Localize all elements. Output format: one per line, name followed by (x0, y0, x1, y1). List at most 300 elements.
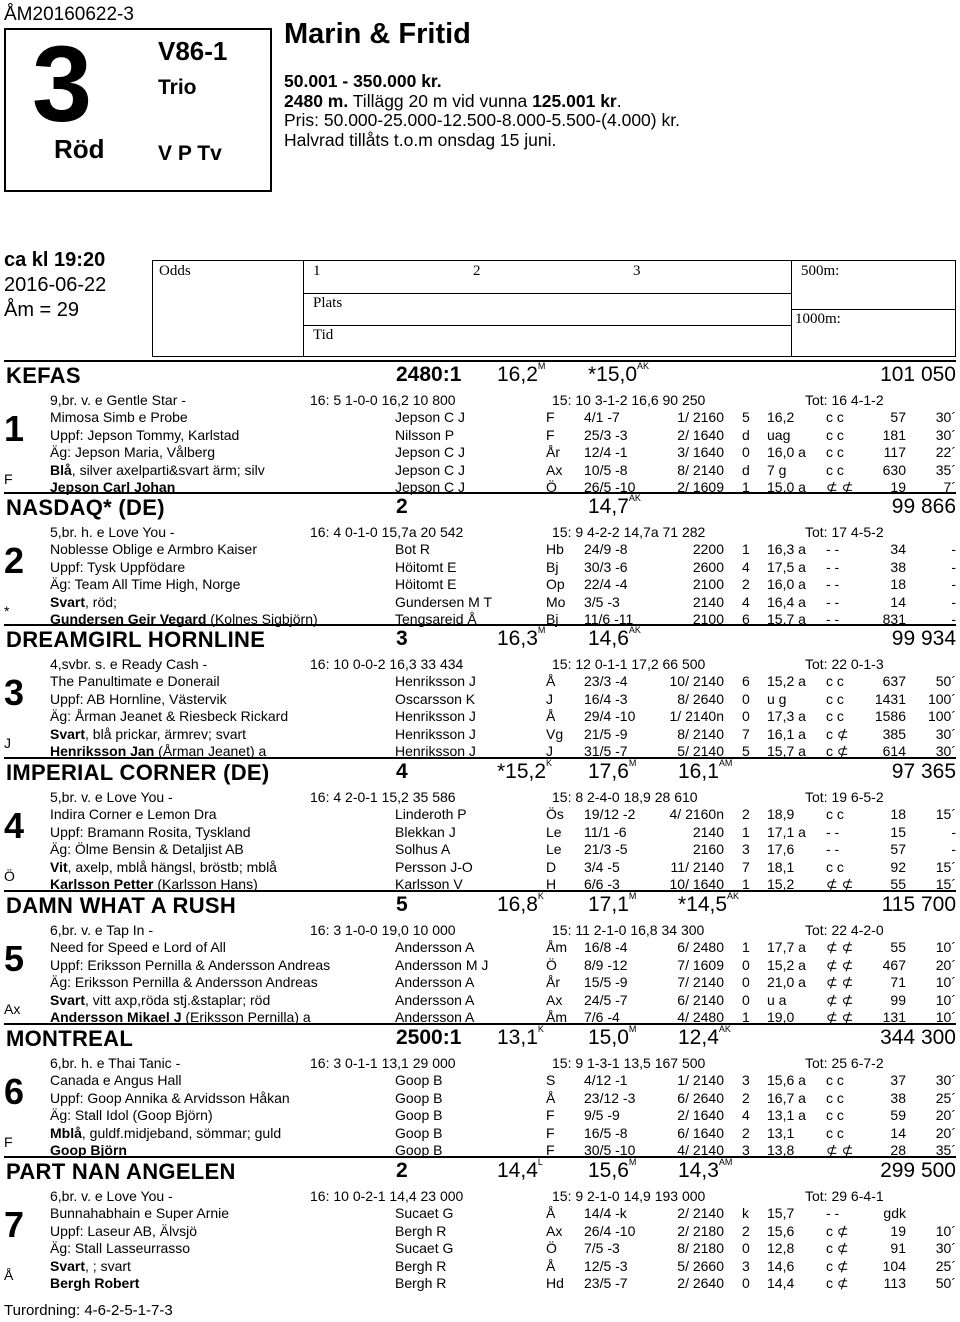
start-track-pos: 3 (742, 1142, 750, 1158)
start-distance: 1/ 2140 (677, 1072, 724, 1088)
start-track: Hd (546, 1275, 564, 1291)
start-distance: 2100 (692, 611, 724, 627)
colors: Svart, röd; (50, 594, 117, 610)
driver: Karlsson Petter (Karlsson Hans) (50, 876, 258, 892)
start-time: 16,0 a (767, 444, 806, 460)
prize-money: 99 866 (891, 495, 956, 518)
horse-number: 3 (4, 672, 25, 713)
stats-total: Tot: 19 6-5-2 (805, 789, 884, 805)
odds-grid (152, 260, 956, 357)
start-track-pos: 2 (742, 1223, 750, 1239)
start-shoes: c c (826, 462, 844, 478)
stats-prev: 15: 9 2-1-0 14,9 193 000 (552, 1188, 706, 1204)
start-date: 7/5 -3 (584, 1240, 620, 1256)
start-odds: 38 (890, 1090, 906, 1106)
shoe-code: F (4, 471, 13, 487)
start-odds: 1431 (874, 691, 906, 707)
conditions: 2480 m. Tillägg 20 m vid vunna 125.001 kr. (284, 90, 622, 111)
stats-prev: 15: 8 2-4-0 18,9 28 610 (552, 789, 698, 805)
start-track: F (546, 427, 555, 443)
owner: Äg: Årman Jeanet & Riesbeck Rickard (50, 708, 289, 724)
start-prize: 100´ (927, 708, 956, 724)
start-track: Le (546, 841, 562, 857)
start-distance: 4/ 2160n (669, 806, 724, 822)
start-prize: 10´ (935, 1009, 956, 1025)
dam: The Panultimate e Donerail (50, 673, 220, 689)
start-shoes: ⊄ ⊄ (826, 1009, 854, 1025)
start-track-pos: 3 (742, 1072, 750, 1088)
start-odds: 57 (890, 841, 906, 857)
start-track-pos: 4 (742, 559, 750, 575)
start-odds: 19 (890, 1223, 906, 1239)
start-time: 15,6 (767, 1223, 795, 1239)
start-prize: 22´ (935, 444, 956, 460)
start-driver: Blekkan J (395, 824, 456, 840)
driver: Andersson Mikael J (Eriksson Pernilla) a (50, 1009, 311, 1025)
start-shoes: ⊄ ⊄ (826, 479, 854, 495)
start-date: 11/6 -11 (584, 611, 634, 627)
stats-year: 16: 3 0-1-1 13,1 29 000 (310, 1055, 456, 1071)
start-track-pos: 1 (742, 541, 750, 557)
track-code: Åm = 29 (4, 299, 80, 321)
start-track-pos: 0 (742, 691, 750, 707)
start-time: u g (767, 691, 787, 707)
start-odds: 92 (890, 859, 906, 875)
start-distance: 4/ 2140 (677, 1142, 724, 1158)
start-shoes: c c (826, 409, 844, 425)
start-driver: Gundersen M T (395, 594, 493, 610)
record-2: $17,6^M$ (588, 758, 637, 783)
start-odds: 38 (890, 559, 906, 575)
start-time: 17,6 (767, 841, 795, 857)
start-shoes: - - (826, 541, 840, 557)
colors: Blå, silver axelparti&svart ärm; silv (50, 462, 265, 478)
start-odds: 99 (890, 992, 906, 1008)
start-date: 16/5 -8 (584, 1125, 628, 1141)
start-track-pos: 7 (742, 859, 750, 875)
start-distance: 8/ 2140 (677, 462, 724, 478)
stats-prev: 15: 9 1-3-1 13,5 167 500 (552, 1055, 706, 1071)
horse-number: 7 (4, 1204, 25, 1245)
start-track: Å (546, 1090, 556, 1106)
start-odds: 59 (890, 1107, 906, 1123)
horse-number: 4 (4, 805, 25, 846)
prize-money: 344 300 (880, 1026, 956, 1049)
start-date: 23/12 -3 (584, 1090, 636, 1106)
horse-number: 1 (4, 408, 25, 449)
start-date: 24/5 -7 (584, 992, 628, 1008)
start-shoes: c c (826, 691, 844, 707)
start-driver: Bergh R (395, 1258, 447, 1274)
start-shoes: - - (826, 1205, 840, 1221)
start-time: 13,1 a (767, 1107, 806, 1123)
record-1: $16,3^M$ (497, 625, 546, 650)
start-prize: 35´ (935, 1142, 956, 1158)
stats-prev: 15: 12 0-1-1 17,2 66 500 (552, 656, 706, 672)
start-odds: 34 (890, 541, 906, 557)
start-odds: gdk (883, 1205, 906, 1221)
dam: Noblesse Oblige e Armbro Kaiser (50, 541, 257, 557)
start-prize: 30´ (935, 427, 956, 443)
start-date: 26/5 -10 (584, 479, 636, 495)
record-1: $16,8^K$ (497, 891, 544, 916)
start-time: 19,0 (767, 1009, 795, 1025)
start-track-pos: 0 (742, 1240, 750, 1256)
breeder: Uppf: Tysk Uppfödare (50, 559, 186, 575)
record-2: $14,7^{AK}$ (588, 493, 641, 518)
pedigree: 6,br. v. e Love You - (50, 1188, 173, 1204)
start-odds: 18 (890, 576, 906, 592)
start-driver: Bergh R (395, 1223, 447, 1239)
start-date: 9/5 -9 (584, 1107, 620, 1123)
start-track-pos: 2 (742, 1090, 750, 1106)
start-track: Å (546, 1258, 556, 1274)
record-2: $15,6^M$ (588, 1157, 637, 1182)
start-track-pos: 5 (742, 409, 750, 425)
start-track-pos: 7 (742, 726, 750, 742)
start-shoes: ⊄ ⊄ (826, 1142, 854, 1158)
start-date: 2016-06-22 (4, 274, 107, 296)
start-distance: 11/ 2140 (670, 859, 724, 875)
odds-col-1: 1 (313, 263, 321, 279)
start-date: 21/3 -5 (584, 841, 628, 857)
start-shoes: ⊄ ⊄ (826, 992, 854, 1008)
start-odds: 18 (890, 806, 906, 822)
start-time: 15,2 a (767, 673, 806, 689)
horse-number: 5 (4, 938, 25, 979)
record-1: $16,2^M$ (497, 361, 546, 386)
start-track-pos: d (742, 427, 750, 443)
prize-money: 97 365 (891, 760, 956, 783)
start-driver: Henriksson J (395, 743, 476, 759)
start-driver: Jepson C J (395, 479, 466, 495)
start-track: År (546, 444, 560, 460)
stats-total: Tot: 17 4-5-2 (805, 524, 884, 540)
start-prize: 50´ (935, 673, 956, 689)
start-driver: Sucaet G (395, 1240, 454, 1256)
start-track-pos: 0 (742, 992, 750, 1008)
start-odds: 181 (882, 427, 906, 443)
stats-year: 16: 4 0-1-0 15,7a 20 542 (310, 524, 464, 540)
start-track: Bj (546, 559, 559, 575)
start-driver: Goop B (395, 1072, 443, 1088)
start-driver: Solhus A (395, 841, 451, 857)
start-distance: 2/ 2640 (677, 1275, 724, 1291)
start-driver: Andersson A (395, 992, 475, 1008)
start-date: 4/12 -1 (584, 1072, 628, 1088)
start-prize: 25´ (935, 1090, 956, 1106)
start-prize: 25´ (935, 1258, 956, 1274)
start-prize: 35´ (935, 462, 956, 478)
start-driver: Andersson A (395, 974, 475, 990)
start-track: Å (546, 673, 556, 689)
shoe-code: * (4, 603, 10, 619)
prize-money: 299 500 (880, 1159, 956, 1182)
record-1: $14,4^L$ (497, 1157, 543, 1182)
start-shoes: c c (826, 427, 844, 443)
start-time: 17,7 a (767, 939, 806, 955)
halvrad-note: Halvrad tillåts t.o.m onsdag 15 juni. (284, 129, 557, 150)
start-distance: 2160 (692, 841, 724, 857)
start-date: 11/1 -6 (584, 824, 627, 840)
start-time: 17,3 a (767, 708, 806, 724)
record-1: $*15,2^K$ (497, 758, 553, 783)
document-id: ÅM20160622-3 (4, 4, 134, 25)
start-shoes: ⊄ ⊄ (826, 957, 854, 973)
stats-total: Tot: 22 4-2-0 (805, 922, 884, 938)
start-odds: 385 (882, 726, 906, 742)
start-distance: 2140 (692, 594, 724, 610)
start-time: 16,0 a (767, 576, 806, 592)
start-odds: 28 (890, 1142, 906, 1158)
start-odds: 55 (890, 876, 906, 892)
start-track: Ö (546, 957, 557, 973)
start-distance: 2140 (692, 824, 724, 840)
start-shoes: c ⊄ (826, 1258, 849, 1274)
prizes: Pris: 50.000-25.000-12.500-8.000-5.500-(4.000) kr. (284, 110, 680, 130)
race-info (284, 72, 680, 150)
start-time: 15,7 a (767, 743, 806, 759)
start-track-pos: 1 (742, 479, 750, 495)
start-position: 2500:1 (396, 1026, 462, 1049)
start-driver: Bot R (395, 541, 431, 557)
start-shoes: - - (826, 824, 840, 840)
stats-total: Tot: 25 6-7-2 (805, 1055, 884, 1071)
start-date: 14/4 -k (584, 1205, 627, 1221)
prize-money: 99 934 (891, 627, 956, 650)
start-shoes: - - (826, 576, 840, 592)
breeder: Uppf: Jepson Tommy, Karlstad (50, 427, 240, 443)
driver: Goop Björn (50, 1142, 127, 1158)
start-time: 7 g (767, 462, 787, 478)
start-prize: - (951, 611, 956, 627)
horse-name: PART NAN ANGELEN (6, 1159, 236, 1184)
start-date: 23/5 -7 (584, 1275, 628, 1291)
start-track: F (546, 1142, 555, 1158)
start-date: 16/4 -3 (584, 691, 628, 707)
race-type: Trio (158, 76, 197, 99)
horse-entry (0, 360, 960, 495)
start-prize: 30´ (935, 409, 956, 425)
horse-entry (0, 1023, 960, 1158)
start-shoes: c ⊄ (826, 1223, 849, 1239)
start-date: 12/5 -3 (584, 1258, 628, 1274)
start-distance: 6/ 2480 (677, 939, 724, 955)
start-time: 13,8 (767, 1142, 795, 1158)
horse-name: IMPERIAL CORNER (DE) (6, 760, 270, 785)
start-track: Åm (546, 939, 567, 955)
record-2: $17,1^M$ (588, 891, 637, 916)
stats-prev: 15: 10 3-1-2 16,6 90 250 (552, 392, 706, 408)
1000m-label: 1000m: (795, 311, 841, 327)
driver: Jepson Carl Johan (50, 479, 176, 495)
start-distance: 10/ 2140 (669, 673, 724, 689)
start-track: Op (546, 576, 565, 592)
start-driver: Oscarsson K (395, 691, 476, 707)
start-shoes: ⊄ ⊄ (826, 876, 854, 892)
start-driver: Goop B (395, 1107, 443, 1123)
start-track-pos: 0 (742, 957, 750, 973)
start-shoes: c c (826, 673, 844, 689)
start-odds: 831 (882, 611, 906, 627)
start-driver: Karlsson V (395, 876, 463, 892)
start-distance: 8/ 2640 (677, 691, 724, 707)
pedigree: 9,br. v. e Gentle Star - (50, 392, 186, 408)
race-game: V86-1 (158, 36, 228, 66)
start-track: Ax (546, 462, 563, 478)
record-3: $16,1^{AM}$ (678, 758, 733, 783)
driver: Henriksson Jan (Årman Jeanet) a (50, 743, 267, 759)
start-date: 26/4 -10 (584, 1223, 636, 1239)
start-track-pos: 2 (742, 576, 750, 592)
owner: Äg: Jepson Maria, Vålberg (50, 444, 215, 460)
start-date: 16/8 -4 (584, 939, 628, 955)
start-driver: Jepson C J (395, 462, 466, 478)
start-odds: 131 (882, 1009, 906, 1025)
horse-name: DREAMGIRL HORNLINE (6, 627, 266, 652)
start-distance: 7/ 1609 (677, 957, 724, 973)
start-driver: Andersson A (395, 1009, 475, 1025)
start-driver: Linderoth P (395, 806, 467, 822)
start-prize: 20´ (935, 1125, 956, 1141)
start-time: 16,3 a (767, 541, 806, 557)
colors: Svart, ; svart (50, 1258, 131, 1274)
owner: Äg: Eriksson Pernilla & Andersson Andreas (50, 974, 318, 990)
stats-year: 16: 10 0-0-2 16,3 33 434 (310, 656, 464, 672)
start-position: 2480:1 (396, 363, 462, 386)
start-track-pos: 6 (742, 611, 750, 627)
start-prize: 50´ (935, 1275, 956, 1291)
start-time: 15,6 a (767, 1072, 806, 1088)
start-driver: Henriksson J (395, 673, 476, 689)
start-distance: 7/ 2140 (677, 974, 724, 990)
prize-money: 101 050 (880, 363, 956, 386)
start-track-pos: k (742, 1205, 749, 1221)
record-3: $*14,5^{AK}$ (678, 891, 740, 916)
start-track: Ös (546, 806, 564, 822)
start-position: 2 (396, 1159, 408, 1182)
start-odds: 637 (882, 673, 906, 689)
start-prize: 30´ (935, 726, 956, 742)
record-2: $14,6^{AK}$ (588, 625, 641, 650)
start-time: u a (767, 992, 787, 1008)
horse-entry (0, 757, 960, 892)
horse-entry (0, 890, 960, 1025)
start-distance: 5/ 2660 (677, 1258, 724, 1274)
owner: Äg: Stall Lasseurrasso (50, 1240, 191, 1256)
start-odds: 117 (883, 444, 906, 460)
breeder: Uppf: AB Hornline, Västervik (50, 691, 227, 707)
start-distance: 6/ 2640 (677, 1090, 724, 1106)
start-prize: 10´ (935, 1223, 956, 1239)
start-prize: 15´ (935, 876, 956, 892)
odds-col-2: 2 (473, 263, 481, 279)
start-track-pos: 0 (742, 444, 750, 460)
start-distance: 1/ 2160 (677, 409, 724, 425)
horse-entry (0, 492, 960, 627)
start-prize: 20´ (935, 957, 956, 973)
pedigree: 6,br. h. e Thai Tanic - (50, 1055, 181, 1071)
start-date: 3/5 -3 (584, 594, 620, 610)
start-shoes: c c (826, 859, 844, 875)
start-distance: 6/ 2140 (677, 992, 724, 1008)
owner: Äg: Ölme Bensin & Detaljist AB (50, 841, 244, 857)
start-track: Ax (546, 1223, 563, 1239)
start-position: 5 (396, 893, 408, 916)
start-odds: 1586 (874, 708, 906, 724)
record-2: $*15,0^{AK}$ (588, 361, 650, 386)
start-track-pos: 3 (742, 1258, 750, 1274)
start-track-pos: 1 (742, 824, 750, 840)
start-track-pos: 4 (742, 1107, 750, 1123)
dam: Mimosa Simb e Probe (50, 409, 188, 425)
start-driver: Jepson C J (395, 409, 466, 425)
start-driver: Andersson A (395, 939, 475, 955)
race-header-box (4, 23, 272, 192)
start-distance: 2/ 1609 (677, 479, 724, 495)
colors: Svart, blå prickar, ärmrev; svart (50, 726, 247, 742)
stats-prev: 15: 9 4-2-2 14,7a 71 282 (552, 524, 706, 540)
start-driver: Andersson M J (395, 957, 489, 973)
start-driver: Goop B (395, 1125, 443, 1141)
start-track-pos: 6 (742, 673, 750, 689)
colors: Svart, vitt axp,röda stj.&staplar; röd (50, 992, 271, 1008)
start-prize: 15´ (935, 806, 956, 822)
start-prize: 30´ (935, 743, 956, 759)
start-track: J (546, 691, 553, 707)
start-time: ca kl 19:20 (4, 249, 106, 271)
start-driver: Sucaet G (395, 1205, 454, 1221)
start-odds: 614 (882, 743, 906, 759)
start-distance: 2/ 1640 (677, 1107, 724, 1123)
start-prize: - (951, 841, 956, 857)
odds-col-3: 3 (633, 263, 641, 279)
start-driver: Goop B (395, 1090, 443, 1106)
start-date: 10/5 -8 (584, 462, 628, 478)
horse-number: 2 (4, 540, 25, 581)
start-track: Mo (546, 594, 566, 610)
start-distance: 2600 (692, 559, 724, 575)
start-info (4, 248, 106, 323)
start-time: 15,7 a (767, 611, 806, 627)
start-distance: 5/ 2140 (677, 743, 724, 759)
start-shoes: ⊄ ⊄ (826, 974, 854, 990)
record-1: $13,1^K$ (497, 1024, 544, 1049)
record-2: $15,0^M$ (588, 1024, 637, 1049)
start-date: 4/1 -7 (584, 409, 620, 425)
start-time: 18,1 (767, 859, 795, 875)
record-3: $12,4^{AK}$ (678, 1024, 731, 1049)
start-track-pos: 3 (742, 841, 750, 857)
stats-prev: 15: 11 2-1-0 16,8 34 300 (552, 922, 705, 938)
start-date: 8/9 -12 (584, 957, 628, 973)
start-track-pos: 2 (742, 1125, 750, 1141)
start-distance: 1/ 2140n (669, 708, 724, 724)
stats-total: Tot: 16 4-1-2 (805, 392, 884, 408)
stats-total: Tot: 22 0-1-3 (805, 656, 884, 672)
start-time: uag (767, 427, 791, 443)
start-date: 31/5 -7 (584, 743, 628, 759)
start-track: Hb (546, 541, 564, 557)
start-prize: - (951, 824, 956, 840)
start-date: 23/3 -4 (584, 673, 628, 689)
start-shoes: c c (826, 708, 844, 724)
start-distance: 4/ 2480 (677, 1009, 724, 1025)
start-distance: 2/ 2140 (677, 1205, 724, 1221)
start-time: 16,4 a (767, 594, 806, 610)
start-date: 24/9 -8 (584, 541, 628, 557)
horse-name: NASDAQ* (DE) (6, 495, 165, 520)
